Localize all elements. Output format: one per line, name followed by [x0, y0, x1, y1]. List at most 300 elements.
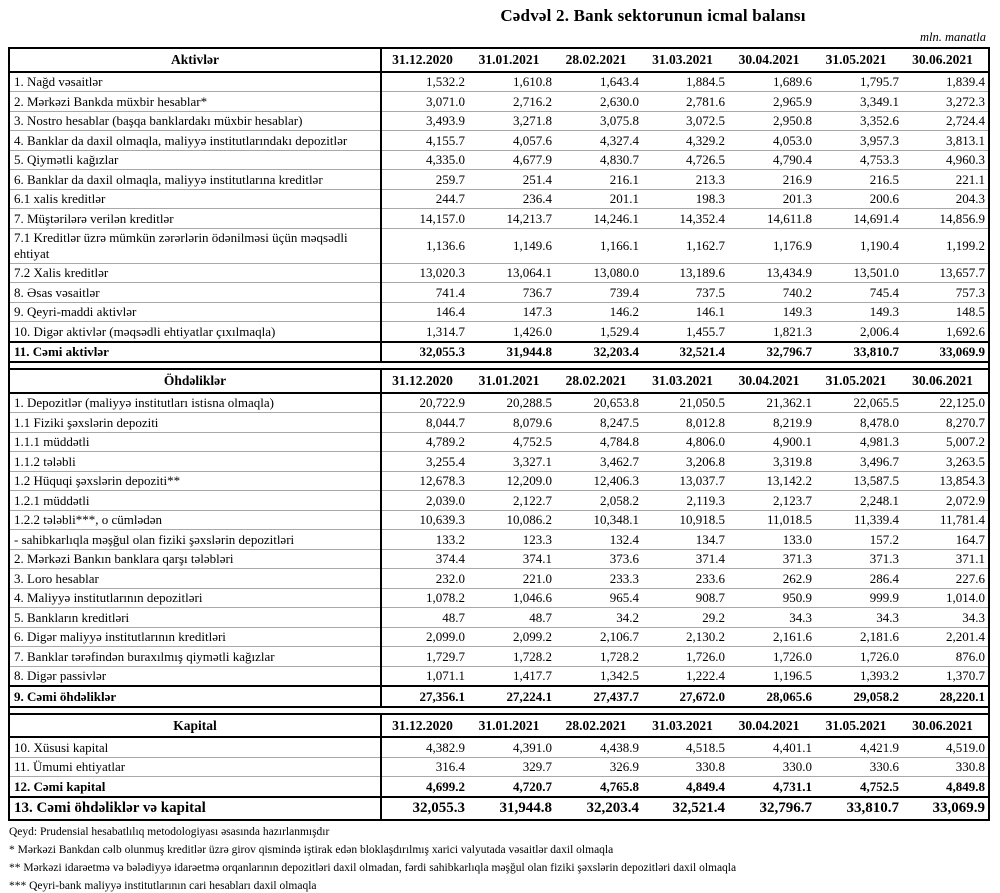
cell-value: 33,069.9 [902, 342, 989, 363]
cell-value: 48.7 [468, 608, 555, 628]
cell-value: 3,493.9 [381, 111, 468, 131]
cell-value: 1,839.4 [902, 72, 989, 92]
cell-value: 33,069.9 [902, 797, 989, 820]
cell-value: 4,753.3 [815, 150, 902, 170]
cell-value: 28,065.6 [728, 686, 815, 707]
cell-value: 329.7 [468, 757, 555, 777]
section-header-row [9, 48, 989, 72]
cell-value: 14,157.0 [381, 209, 468, 229]
cell-value: 8,079.6 [468, 413, 555, 433]
cell-value: 1,071.1 [381, 666, 468, 686]
column-header: 28.02.2021 [555, 369, 642, 393]
table-row [9, 263, 989, 283]
balance-table-body [9, 48, 989, 820]
table-row [9, 189, 989, 209]
cell-value: 2,950.8 [728, 111, 815, 131]
cell-value: 374.4 [381, 549, 468, 569]
cell-value: 330.0 [728, 757, 815, 777]
cell-value: 1,136.6 [381, 228, 468, 263]
row-label: 7. Müştərilərə verilən kreditlər [9, 209, 381, 229]
column-header: 30.06.2021 [902, 714, 989, 738]
cell-value: 1,455.7 [642, 322, 728, 342]
column-header: 28.02.2021 [555, 714, 642, 738]
cell-value: 34.2 [555, 608, 642, 628]
table-row [9, 432, 989, 452]
cell-value: 1,728.2 [555, 647, 642, 667]
cell-value: 2,965.9 [728, 92, 815, 112]
cell-value: 4,382.9 [381, 737, 468, 757]
cell-value: 29,058.2 [815, 686, 902, 707]
table-row [9, 569, 989, 589]
cell-value: 2,099.0 [381, 627, 468, 647]
cell-value: 3,327.1 [468, 452, 555, 472]
table-row [9, 627, 989, 647]
cell-value: 371.3 [728, 549, 815, 569]
table-row [9, 72, 989, 92]
cell-value: 146.1 [642, 302, 728, 322]
row-label: 2. Mərkəzi Bankda müxbir hesablar* [9, 92, 381, 112]
cell-value: 1,149.6 [468, 228, 555, 263]
cell-value: 10,639.3 [381, 510, 468, 530]
cell-value: 13,657.7 [902, 263, 989, 283]
cell-value: 232.0 [381, 569, 468, 589]
cell-value: 32,203.4 [555, 797, 642, 820]
cell-value: 286.4 [815, 569, 902, 589]
footnote-star3: *** Qeyri-bank maliyyə institutlarının cari hesabları daxil olmaqla [9, 880, 828, 893]
row-label: 11. Ümumi ehtiyatlar [9, 757, 381, 777]
cell-value: 4,720.7 [468, 777, 555, 797]
column-header: 30.04.2021 [728, 369, 815, 393]
cell-value: 32,796.7 [728, 797, 815, 820]
section-header-row [9, 369, 989, 393]
row-label: 7.2 Xalis kreditlər [9, 263, 381, 283]
row-label: 1.2.2 tələbli***, o cümlədən [9, 510, 381, 530]
cell-value: 745.4 [815, 283, 902, 303]
row-label: 10. Digər aktivlər (məqsədli ehtiyatlar çıxılmaqla) [9, 322, 381, 342]
cell-value: 3,255.4 [381, 452, 468, 472]
cell-value: 29.2 [642, 608, 728, 628]
table-row [9, 131, 989, 151]
cell-value: 32,055.3 [381, 797, 468, 820]
cell-value: 3,271.8 [468, 111, 555, 131]
column-header: 31.05.2021 [815, 48, 902, 72]
cell-value: 10,086.2 [468, 510, 555, 530]
table-row [9, 170, 989, 190]
cell-value: 12,406.3 [555, 471, 642, 491]
table-row [9, 111, 989, 131]
cell-value: 4,699.2 [381, 777, 468, 797]
cell-value: 200.6 [815, 189, 902, 209]
cell-value: 2,630.0 [555, 92, 642, 112]
cell-value: 8,044.7 [381, 413, 468, 433]
section-header-row [9, 714, 989, 738]
cell-value: 244.7 [381, 189, 468, 209]
cell-value: 3,352.6 [815, 111, 902, 131]
cell-value: 876.0 [902, 647, 989, 667]
cell-value: 21,362.1 [728, 393, 815, 413]
row-label: 2. Mərkəzi Bankın banklara qarşı tələbləri [9, 549, 381, 569]
row-label: 3. Loro hesablar [9, 569, 381, 589]
cell-value: 11,339.4 [815, 510, 902, 530]
cell-value: 1,014.0 [902, 588, 989, 608]
column-header: 31.05.2021 [815, 369, 902, 393]
table-row [9, 283, 989, 303]
cell-value: 4,518.5 [642, 737, 728, 757]
cell-value: 2,122.7 [468, 491, 555, 511]
cell-value: 201.1 [555, 189, 642, 209]
column-header: 30.06.2021 [902, 48, 989, 72]
table-row [9, 150, 989, 170]
cell-value: 32,796.7 [728, 342, 815, 363]
column-header: 31.03.2021 [642, 369, 728, 393]
cell-value: 20,722.9 [381, 393, 468, 413]
cell-value: 373.6 [555, 549, 642, 569]
cell-value: 1,884.5 [642, 72, 728, 92]
cell-value: 13,501.0 [815, 263, 902, 283]
table-row [9, 209, 989, 229]
row-label: 6.1 xalis kreditlər [9, 189, 381, 209]
cell-value: 4,401.1 [728, 737, 815, 757]
table-row [9, 737, 989, 757]
cell-value: 22,065.5 [815, 393, 902, 413]
cell-value: 13,854.3 [902, 471, 989, 491]
cell-value: 2,724.4 [902, 111, 989, 131]
cell-value: 741.4 [381, 283, 468, 303]
row-label: 3. Nostro hesablar (başqa banklardakı müxbir hesablar) [9, 111, 381, 131]
cell-value: 13,080.0 [555, 263, 642, 283]
cell-value: 3,496.7 [815, 452, 902, 472]
cell-value: 8,270.7 [902, 413, 989, 433]
cell-value: 8,219.9 [728, 413, 815, 433]
cell-value: 221.0 [468, 569, 555, 589]
cell-value: 330.8 [902, 757, 989, 777]
cell-value: 2,039.0 [381, 491, 468, 511]
cell-value: 2,058.2 [555, 491, 642, 511]
row-label: 7.1 Kreditlər üzrə mümkün zərərlərin ödənilməsi üçün məqsədli ehtiyat [9, 228, 381, 263]
cell-value: 2,099.2 [468, 627, 555, 647]
footnotes [8, 826, 828, 893]
table-row [9, 393, 989, 413]
cell-value: 1,314.7 [381, 322, 468, 342]
cell-value: 1,643.4 [555, 72, 642, 92]
column-header: 31.12.2020 [381, 48, 468, 72]
section-gap [9, 362, 989, 369]
cell-value: 2,181.6 [815, 627, 902, 647]
row-label: 6. Banklar da daxil olmaqla, maliyyə institutlarına kreditlər [9, 170, 381, 190]
cell-value: 1,176.9 [728, 228, 815, 263]
cell-value: 4,752.5 [468, 432, 555, 452]
table-row [9, 228, 989, 263]
cell-value: 1,190.4 [815, 228, 902, 263]
cell-value: 3,263.5 [902, 452, 989, 472]
cell-value: 316.4 [381, 757, 468, 777]
cell-value: 1,370.7 [902, 666, 989, 686]
cell-value: 13,434.9 [728, 263, 815, 283]
cell-value: 4,981.3 [815, 432, 902, 452]
cell-value: 4,784.8 [555, 432, 642, 452]
column-header: 31.12.2020 [381, 369, 468, 393]
cell-value: 149.3 [815, 302, 902, 322]
cell-value: 13,189.6 [642, 263, 728, 283]
cell-value: 216.1 [555, 170, 642, 190]
section-title: Kapital [9, 714, 381, 738]
cell-value: 4,830.7 [555, 150, 642, 170]
cell-value: 371.4 [642, 549, 728, 569]
column-header: 31.03.2021 [642, 48, 728, 72]
cell-value: 14,213.7 [468, 209, 555, 229]
cell-value: 221.1 [902, 170, 989, 190]
cell-value: 1,729.7 [381, 647, 468, 667]
cell-value: 134.7 [642, 530, 728, 550]
column-header: 28.02.2021 [555, 48, 642, 72]
cell-value: 3,349.1 [815, 92, 902, 112]
table-row [9, 413, 989, 433]
cell-value: 149.3 [728, 302, 815, 322]
cell-value: 1,726.0 [728, 647, 815, 667]
table-row [9, 757, 989, 777]
table-row [9, 530, 989, 550]
cell-value: 330.8 [642, 757, 728, 777]
cell-value: 950.9 [728, 588, 815, 608]
cell-value: 1,199.2 [902, 228, 989, 263]
cell-value: 1,689.6 [728, 72, 815, 92]
cell-value: 2,248.1 [815, 491, 902, 511]
table-row [9, 608, 989, 628]
cell-value: 2,716.2 [468, 92, 555, 112]
cell-value: 13,037.7 [642, 471, 728, 491]
column-header: 31.01.2021 [468, 369, 555, 393]
cell-value: 371.3 [815, 549, 902, 569]
cell-value: 27,672.0 [642, 686, 728, 707]
table-row [9, 342, 989, 363]
cell-value: 2,781.6 [642, 92, 728, 112]
table-row [9, 777, 989, 797]
cell-value: 148.5 [902, 302, 989, 322]
row-label: 4. Maliyyə institutlarının depozitləri [9, 588, 381, 608]
cell-value: 34.3 [815, 608, 902, 628]
table-row [9, 471, 989, 491]
row-label: 8. Digər passivlər [9, 666, 381, 686]
cell-value: 4,765.8 [555, 777, 642, 797]
cell-value: 33,810.7 [815, 342, 902, 363]
cell-value: 262.9 [728, 569, 815, 589]
cell-value: 1,726.0 [642, 647, 728, 667]
cell-value: 740.2 [728, 283, 815, 303]
cell-value: 3,462.7 [555, 452, 642, 472]
cell-value: 2,130.2 [642, 627, 728, 647]
cell-value: 330.6 [815, 757, 902, 777]
table-row [9, 452, 989, 472]
cell-value: 1,726.0 [815, 647, 902, 667]
column-header: 31.12.2020 [381, 714, 468, 738]
cell-value: 3,319.8 [728, 452, 815, 472]
table-row [9, 647, 989, 667]
column-header: 31.03.2021 [642, 714, 728, 738]
cell-value: 48.7 [381, 608, 468, 628]
cell-value: 4,327.4 [555, 131, 642, 151]
cell-value: 4,731.1 [728, 777, 815, 797]
cell-value: 33,810.7 [815, 797, 902, 820]
cell-value: 4,421.9 [815, 737, 902, 757]
row-label: 1.1.1 müddətli [9, 432, 381, 452]
cell-value: 1,222.4 [642, 666, 728, 686]
footnote-star2: ** Mərkəzi idarəetmə və bələdiyyə idarəetmə orqanlarının depozitləri daxil olmadan, fərdi sahibkarlıqla məşğul olan fiziki şəxslərin depozitləri daxil olmaqla [9, 862, 828, 876]
cell-value: 216.5 [815, 170, 902, 190]
cell-value: 1,342.5 [555, 666, 642, 686]
cell-value: 123.3 [468, 530, 555, 550]
cell-value: 1,078.2 [381, 588, 468, 608]
unit-label: mln. manatla [8, 30, 988, 45]
cell-value: 737.5 [642, 283, 728, 303]
table-row [9, 797, 989, 820]
cell-value: 3,075.8 [555, 111, 642, 131]
cell-value: 10,918.5 [642, 510, 728, 530]
cell-value: 1,532.2 [381, 72, 468, 92]
table-row [9, 302, 989, 322]
cell-value: 1,417.7 [468, 666, 555, 686]
cell-value: 374.1 [468, 549, 555, 569]
cell-value: 22,125.0 [902, 393, 989, 413]
row-label: 5. Qiymətli kağızlar [9, 150, 381, 170]
cell-value: 2,161.6 [728, 627, 815, 647]
row-label: 10. Xüsusi kapital [9, 737, 381, 757]
row-label: 11. Cəmi aktivlər [9, 342, 381, 363]
row-label: 12. Cəmi kapital [9, 777, 381, 797]
cell-value: 20,288.5 [468, 393, 555, 413]
row-label: 1. Nağd vəsaitlər [9, 72, 381, 92]
cell-value: 3,071.0 [381, 92, 468, 112]
cell-value: 3,206.8 [642, 452, 728, 472]
cell-value: 233.6 [642, 569, 728, 589]
cell-value: 32,521.4 [642, 342, 728, 363]
row-label: 1. Depozitlər (maliyyə institutları istisna olmaqla) [9, 393, 381, 413]
column-header: 30.04.2021 [728, 48, 815, 72]
cell-value: 4,849.4 [642, 777, 728, 797]
cell-value: 4,057.6 [468, 131, 555, 151]
cell-value: 8,247.5 [555, 413, 642, 433]
row-label: 1.2 Hüquqi şəxslərin depoziti** [9, 471, 381, 491]
footnote-star1: * Mərkəzi Bankdan cəlb olunmuş kreditlər üzrə girov qismində iştirak edən bloklaşdırılmış xarici valyutada vəsaitlər daxil olmaqla [9, 844, 828, 858]
cell-value: 34.3 [728, 608, 815, 628]
cell-value: 5,007.2 [902, 432, 989, 452]
column-header: 31.01.2021 [468, 714, 555, 738]
cell-value: 4,752.5 [815, 777, 902, 797]
table-row [9, 549, 989, 569]
cell-value: 908.7 [642, 588, 728, 608]
cell-value: 13,142.2 [728, 471, 815, 491]
table-row [9, 322, 989, 342]
cell-value: 4,053.0 [728, 131, 815, 151]
cell-value: 198.3 [642, 189, 728, 209]
row-label: 6. Digər maliyyə institutlarının kreditləri [9, 627, 381, 647]
cell-value: 14,691.4 [815, 209, 902, 229]
row-label: 7. Banklar tərəfindən buraxılmış qiymətli kağızlar [9, 647, 381, 667]
row-label: 1.1 Fiziki şəxslərin depoziti [9, 413, 381, 433]
row-label: 1.2.1 müddətli [9, 491, 381, 511]
cell-value: 1,692.6 [902, 322, 989, 342]
table-row [9, 686, 989, 707]
table-row [9, 491, 989, 511]
cell-value: 1,166.1 [555, 228, 642, 263]
table-row [9, 92, 989, 112]
cell-value: 1,795.7 [815, 72, 902, 92]
cell-value: 10,348.1 [555, 510, 642, 530]
cell-value: 14,611.8 [728, 209, 815, 229]
cell-value: 1,196.5 [728, 666, 815, 686]
cell-value: 32,521.4 [642, 797, 728, 820]
cell-value: 14,856.9 [902, 209, 989, 229]
balance-table [8, 47, 990, 821]
cell-value: 4,438.9 [555, 737, 642, 757]
cell-value: 31,944.8 [468, 342, 555, 363]
column-header: 30.06.2021 [902, 369, 989, 393]
cell-value: 4,790.4 [728, 150, 815, 170]
cell-value: 27,437.7 [555, 686, 642, 707]
cell-value: 4,789.2 [381, 432, 468, 452]
row-label: 1.1.2 tələbli [9, 452, 381, 472]
cell-value: 1,610.8 [468, 72, 555, 92]
page-title: Cədvəl 2. Bank sektorunun icmal balansı [500, 6, 805, 26]
cell-value: 3,072.5 [642, 111, 728, 131]
cell-value: 216.9 [728, 170, 815, 190]
cell-value: 4,155.7 [381, 131, 468, 151]
section-gap-cell [9, 707, 989, 714]
cell-value: 28,220.1 [902, 686, 989, 707]
cell-value: 12,678.3 [381, 471, 468, 491]
cell-value: 201.3 [728, 189, 815, 209]
row-label: - sahibkarlıqla məşğul olan fiziki şəxslərin depozitləri [9, 530, 381, 550]
cell-value: 146.2 [555, 302, 642, 322]
footnote-qeyd: Qeyd: Prudensial hesabatlılıq metodologiyası əsasında hazırlanmışdır [9, 826, 828, 840]
cell-value: 4,806.0 [642, 432, 728, 452]
cell-value: 146.4 [381, 302, 468, 322]
cell-value: 20,653.8 [555, 393, 642, 413]
cell-value: 11,018.5 [728, 510, 815, 530]
cell-value: 133.2 [381, 530, 468, 550]
cell-value: 3,813.1 [902, 131, 989, 151]
column-header: 30.04.2021 [728, 714, 815, 738]
cell-value: 4,329.2 [642, 131, 728, 151]
row-label: 9. Cəmi öhdəliklər [9, 686, 381, 707]
cell-value: 1,529.4 [555, 322, 642, 342]
cell-value: 13,064.1 [468, 263, 555, 283]
column-header: 31.01.2021 [468, 48, 555, 72]
row-label: 8. Əsas vəsaitlər [9, 283, 381, 303]
row-label: 9. Qeyri-maddi aktivlər [9, 302, 381, 322]
cell-value: 31,944.8 [468, 797, 555, 820]
row-label: 13. Cəmi öhdəliklər və kapital [9, 797, 381, 820]
table-row [9, 510, 989, 530]
section-gap-cell [9, 362, 989, 369]
cell-value: 21,050.5 [642, 393, 728, 413]
cell-value: 213.3 [642, 170, 728, 190]
cell-value: 4,677.9 [468, 150, 555, 170]
cell-value: 8,012.8 [642, 413, 728, 433]
cell-value: 4,849.8 [902, 777, 989, 797]
title-row [8, 4, 988, 26]
cell-value: 34.3 [902, 608, 989, 628]
column-header: 31.05.2021 [815, 714, 902, 738]
cell-value: 259.7 [381, 170, 468, 190]
cell-value: 2,072.9 [902, 491, 989, 511]
cell-value: 2,201.4 [902, 627, 989, 647]
cell-value: 164.7 [902, 530, 989, 550]
cell-value: 757.3 [902, 283, 989, 303]
row-label: 4. Banklar da daxil olmaqla, maliyyə institutlarındakı depozitlər [9, 131, 381, 151]
cell-value: 133.0 [728, 530, 815, 550]
cell-value: 132.4 [555, 530, 642, 550]
cell-value: 11,781.4 [902, 510, 989, 530]
